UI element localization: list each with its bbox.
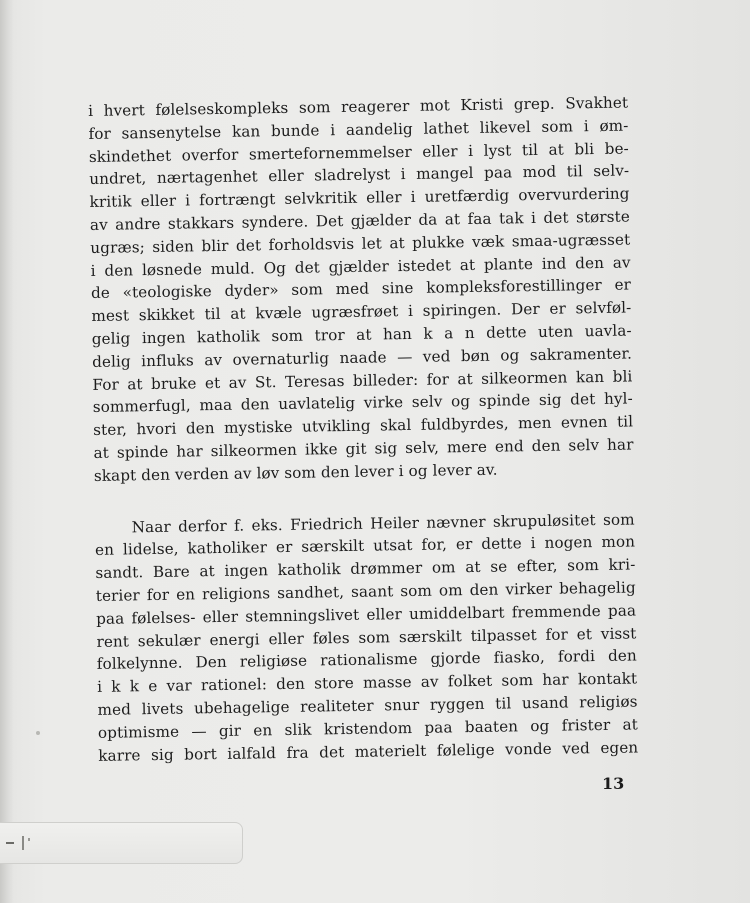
text-line: optimisme — gir en slik kristendom paa baaten og frister at xyxy=(97,715,639,742)
text-line: delig influks av overnaturlig naade — ved bøn og sakramenter. xyxy=(91,344,633,371)
text-line: de «teologiske dyder» som med sine kompleksforestillinger er xyxy=(90,275,632,303)
text-line: at spinde har silkeormen ikke git sig selv, mere end den selv har xyxy=(93,435,634,462)
text-line: for sansenytelse kan bunde i aandelig lathet likevel som i øm- xyxy=(88,116,629,143)
text-line: i hvert følelseskompleks som reagerer mot Kristi grep. Svakhet xyxy=(88,93,629,120)
text-line: folkelynne. Den religiøse rationalisme gjorde fiasko, fordi den xyxy=(96,646,637,674)
text-line: skindethet overfor smertefornemmelser eller i lyst til at bli be- xyxy=(88,139,629,166)
paragraph-2 xyxy=(95,508,639,767)
clip-mark-icon xyxy=(6,836,36,850)
paper-speck xyxy=(36,731,40,735)
text-line: skapt den verden av løv som den lever i og lever av. xyxy=(93,460,498,485)
text-line: Naar derfor f. eks. Friedrich Heiler nævner skrupuløsitet som xyxy=(131,510,635,536)
text-line: sandt. Bare at ingen katholik drømmer om at se efter, som kri- xyxy=(95,555,636,583)
paragraph-1 xyxy=(88,92,634,488)
text-line: i den løsnede muld. Og det gjælder istedet at plante ind den av xyxy=(90,253,631,280)
text-line: med livets ubehagelige realiteter snur ryggen til usand religiøs xyxy=(97,692,638,719)
text-line: karre sig bort ialfald fra det materielt følelige vonde ved egen xyxy=(98,737,639,765)
page-body-text xyxy=(88,92,638,768)
page-tab-strip xyxy=(0,822,243,864)
text-line: av andre stakkars syndere. Det gjælder da at faa tak i det største xyxy=(89,207,631,234)
text-line: terier for en religions sandhet, saant som om den virker behagelig xyxy=(95,578,636,605)
text-line: i k k e var rationel: den store masse av folket som har kontakt xyxy=(97,669,638,697)
text-line: kritik eller i fortrængt selvkritik eller i uretfærdig overvurdering xyxy=(89,184,630,212)
text-line: sommerfugl, maa den uavlatelig virke selv og spinde sig det hyl- xyxy=(92,389,633,417)
page-number: 13 xyxy=(602,774,625,793)
text-line: en lidelse, katholiker er særskilt utsat for, er dette i nogen mon xyxy=(94,532,636,560)
text-line: paa følelses- eller stemningslivet eller umiddelbart fremmende paa xyxy=(96,601,637,628)
text-line: ster, hvori den mystiske utvikling skal fuldbyrdes, men evnen til xyxy=(93,412,634,440)
text-line: For at bruke et av St. Teresas billeder: for at silkeormen kan bli xyxy=(92,367,633,394)
text-line: undret, nærtagenhet eller sladrelyst i mangel paa mod til selv- xyxy=(89,161,630,189)
page-spine-shadow xyxy=(0,0,14,903)
text-line: mest skikket til at kvæle ugræsfrøet i spiringen. Der er selvføl- xyxy=(91,298,632,326)
text-line: gelig ingen katholik som tror at han k a n dette uten uavla- xyxy=(91,321,632,348)
text-line: rent sekulær energi eller føles som særskilt tilpasset for et visst xyxy=(96,623,637,651)
text-line: ugræs; siden blir det forholdsvis let at plukke væk smaa-ugræsset xyxy=(90,230,631,257)
